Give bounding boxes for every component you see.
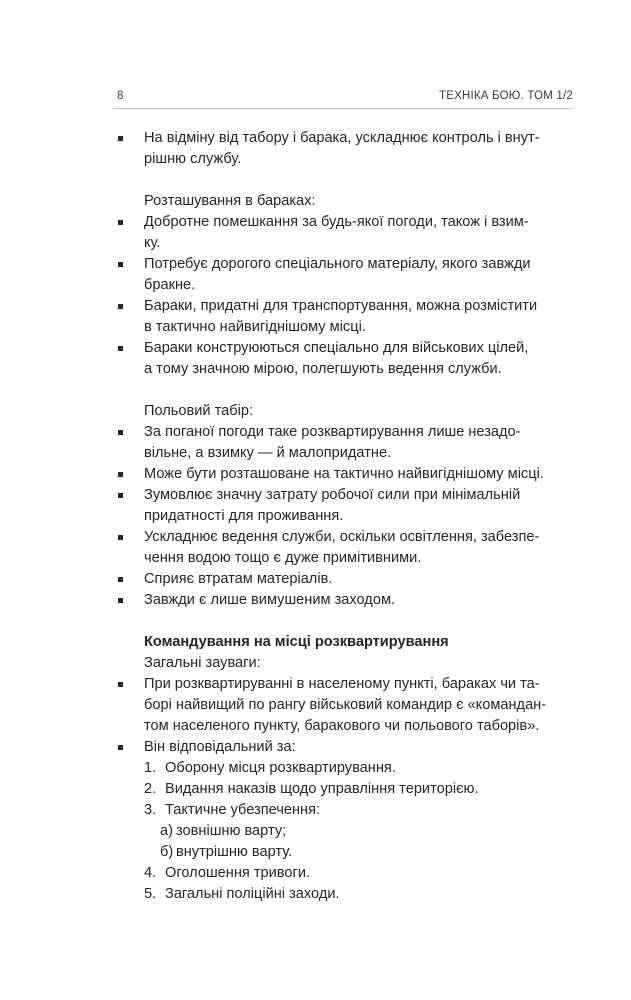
bullet-item: Він відповідальний за: <box>113 737 571 758</box>
section-heading-command: Командування на місці розквартирування <box>144 634 449 650</box>
bullet-item: За поганої погоди таке розквартирування лише незадо- вільне, а взимку — й малопридатне. <box>113 422 571 464</box>
bullet-item: Зумовлює значну затрату робочої сили при мінімальній придатності для проживання. <box>113 485 571 527</box>
section-title-field-camp: Польовий табір: <box>144 403 254 419</box>
running-header <box>113 90 573 109</box>
bullet-item: Ускладнює ведення служби, оскільки освітлення, забезпе- чення водою тощо є дуже примітивними. <box>113 527 571 569</box>
sub-item: б) внутрішню варту. <box>160 844 293 860</box>
numbered-item: 5. Загальні поліційні заходи. <box>144 886 340 902</box>
book-title: ТЕХНІКА БОЮ. ТОМ 1/2 <box>438 90 573 102</box>
section-subtitle: Загальні зауваги: <box>144 655 261 671</box>
bullet-item: Сприяє втратам матеріалів. <box>113 569 571 590</box>
numbered-item: 4. Оголошення тривоги. <box>144 865 311 881</box>
numbered-item: 2. Видання наказів щодо управління територією. <box>144 781 479 797</box>
page-body <box>113 128 571 905</box>
bullet-item: Завжди є лише вимушеним заходом. <box>113 590 571 611</box>
bullet-item: Потребує дорогого спеціального матеріалу, якого завжди бракне. <box>113 254 571 296</box>
bullet-item: Бараки конструюються спеціально для військових цілей, а тому значною мірою, полегшують ведення служби. <box>113 338 571 380</box>
sub-item: а) зовнішню варту; <box>160 823 287 839</box>
numbered-item: 1. Оборону місця розквартирування. <box>144 760 396 776</box>
bullet-item: Може бути розташоване на тактично найвигіднішому місці. <box>113 464 571 485</box>
numbered-item: 3. Тактичне убезпечення: <box>144 802 321 818</box>
bullet-item: На відміну від табору і барака, ускладнює контроль і внут- рішню службу. <box>113 128 571 170</box>
bullet-item: Добротне помешкання за будь-якої погоди, також і взим- ку. <box>113 212 571 254</box>
bullet-item: При розквартируванні в населеному пункті, бараках чи та- борі найвищий по рангу військовий командир є «командан- том населеного пункту, баракового чи польового таборів». <box>113 674 571 737</box>
page-number: 8 <box>117 90 124 102</box>
bullet-item: Бараки, придатні для транспортування, можна розмістити в тактично найвигіднішому місці. <box>113 296 571 338</box>
section-title-barracks: Розташування в бараках: <box>144 193 316 209</box>
